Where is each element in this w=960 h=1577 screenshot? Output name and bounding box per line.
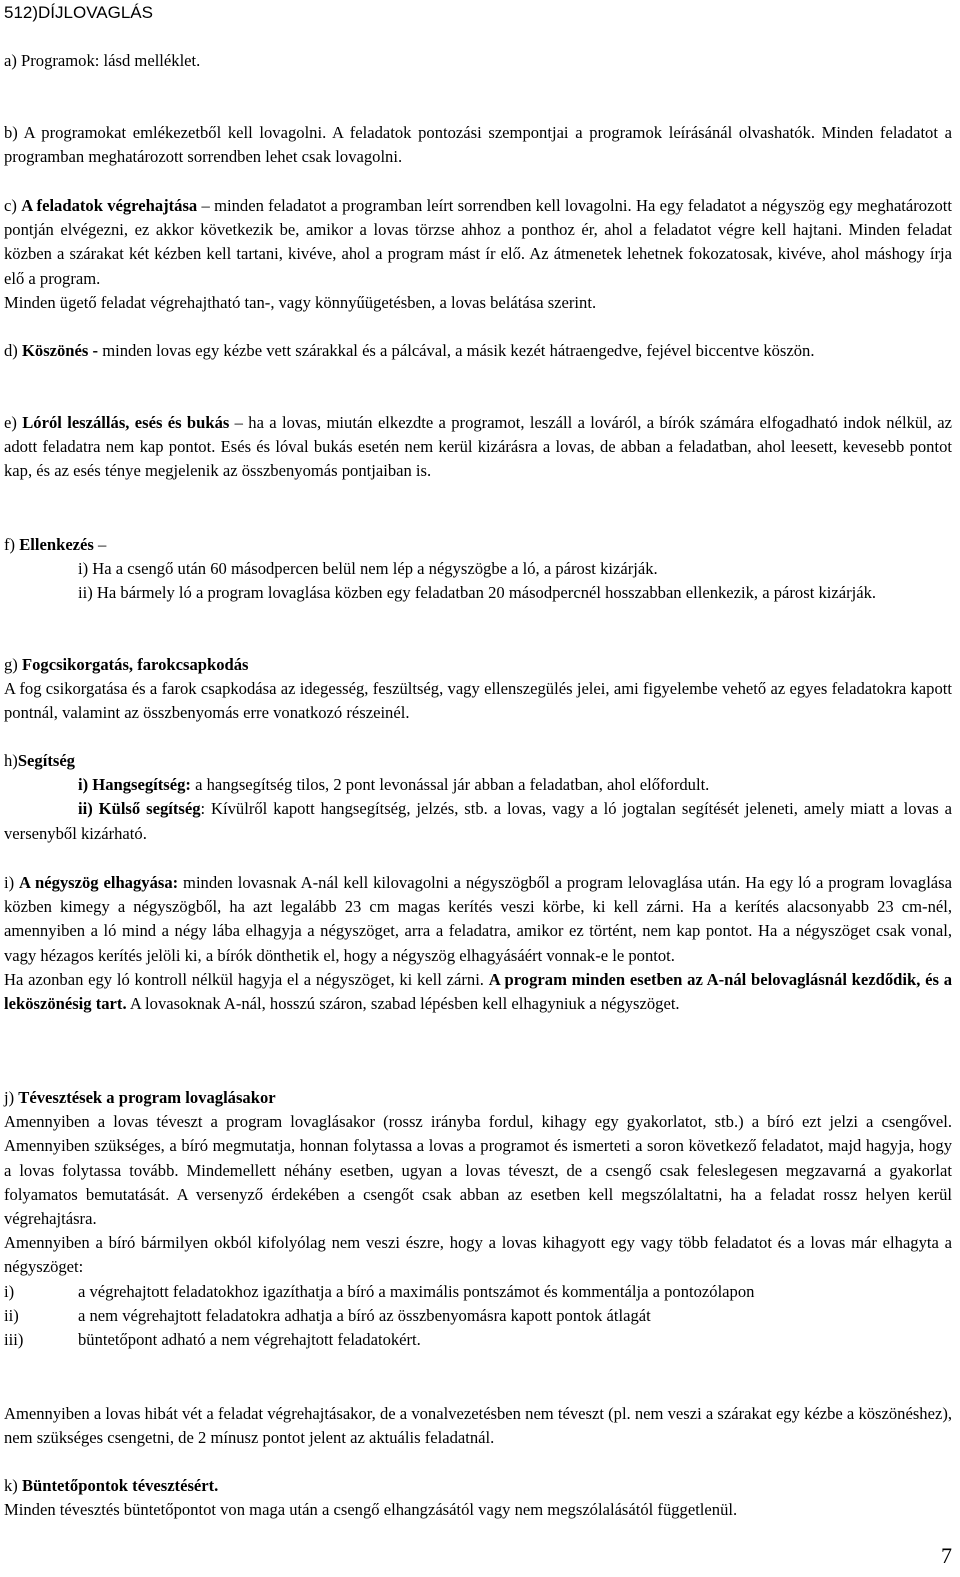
section-h-item-ii: ii) Külső segítség: Kívülről kapott hangsegítség, jelzés, stb. a lovas, vagy a ló jogtalan segítését jeleneti, amely miatt a lovas a versenyből kizárható. xyxy=(4,799,952,843)
section-c xyxy=(4,194,952,315)
section-g-text: A fog csikorgatása és a farok csapkodása az idegesség, feszültség, vagy ellenszegülés jelei, ami figyelembe vehető az egyes feladatokra kapott pontnál, valamint az összbenyomás erre vonatkozó részeinél. xyxy=(4,679,952,723)
section-h: h)Segítség i) Hangsegítség: a hangsegítség tilos, 2 pont levonással jár abban a feladatban, ahol előfordult. ii) Külső segítség: Kívülről kapott hangsegítség, jelzés, stb. a lovas, vagy a ló jogtalan segítését jeleneti, amely miatt a lovas a versenyből kizárható. xyxy=(4,749,952,846)
section-d-title: Köszönés - xyxy=(21,341,99,360)
section-h-item-i: i) Hangsegítség: a hangsegítség tilos, 2 pont levonással jár abban a feladatban, ahol előfordult. xyxy=(78,775,710,795)
section-a xyxy=(4,49,952,73)
section-h-title: Segítség xyxy=(17,751,75,770)
section-j-paragraph-1: Amennyiben a lovas téveszt a program lovaglásakor (rossz irányba fordul, kihagy egy gyakorlatot, stb.) a bíró ezt jelzi a csengővel. Amennyiben szükséges, a bíró megmutatja, honnan folytassa a lovas a programot és ismerteti a soron következő feladatot, majd hagyja, hogy a lovas folytassa tovább. Mindemellett néhány esetben, ugyan a lovas téveszt, de a csengő csak feleslegesen megzavarná a gyakorlat folyamatos bemutatását. A versenyző érdekében a csengőt csak abban az esetben kell megszólaltatni, ha a feladat rossz helyen kerül végrehajtásra. xyxy=(4,1112,952,1229)
section-c-line2: Minden ügető feladat végrehajtható tan-, vagy könnyűügetésben, a lovas belátása szerint. xyxy=(4,292,597,312)
section-heading: 512)DÍJLOVAGLÁS xyxy=(4,3,153,22)
section-j-paragraph-3: Amennyiben a lovas hibát vét a feladat végrehajtásakor, de a vonalvezetésben nem téveszt (pl. nem veszi a szárakat egy kézbe a köszönéshez), nem szükséges csengetni, de 2 mínusz pontot jelent az aktuális feladatnál. xyxy=(4,1404,952,1448)
section-k-title: Büntetőpontok tévesztésért. xyxy=(21,1476,219,1495)
section-i-paragraph-2: Ha azonban egy ló kontroll nélkül hagyja el a négyszöget, ki kell zárni. A program minden esetben az A-nál belovaglásnál kezdődik, és a leköszönésig tart. A lovasoknak A-nál, hosszú száron, szabad lépésben kell elhagyniuk a négyszöget. xyxy=(4,969,952,1014)
section-f-item-ii: ii) Ha bármely ló a program lovaglása közben egy feladatban 20 másodpercnél hosszabban ellenkezik, a párost kizárják. xyxy=(78,583,877,603)
section-k: k) Büntetőpontok tévesztésért. Minden tévesztés büntetőpontot von maga után a csengő elhangzásától vagy nem megszólalásától függetlenül. xyxy=(4,1474,952,1522)
section-c-paragraph: c) A feladatok végrehajtása – minden feladatot a programban leírt sorrendben kell lovagolni. Ha egy feladatot a négyszög egy meghatározott pontján elvégezni, ez akkor következik be, amikor a lovas törzse ahhoz a ponthoz ér, ahol a feladatot végre kell hajtani. Minden feladat közben a szárakat két kézben kell tartani, kivéve, ahol a program mást ír elő. Az átmenetek lehetnek fokozatosak, kivéve, ahol máshogy írja elő a program. xyxy=(4,196,952,288)
list-item: i) a végrehajtott feladatokhoz igazíthatja a bíró a maximális pontszámot és kommentálja a pontozólapon xyxy=(4,1281,755,1301)
section-j: j) Tévesztések a program lovaglásakor Amennyiben a lovas téveszt a program lovaglásakor (rossz irányba fordul, kihagy egy gyakorlatot, stb.) a bíró ezt jelzi a csengővel. Amennyiben szükséges, a bíró megmutatja, honnan folytassa a lovas a programot és ismerteti a soron következő feladatot, majd hagyja, hogy a lovas folytassa tovább. Mindemellett néhány esetben, ugyan a lovas téveszt, de a csengő csak feleslegesen megzavarná a gyakorlat folyamatos bemutatását. A versenyző érdekében a csengőt csak abban az esetben kell megszólaltatni, ha a feladat rossz helyen kerül végrehajtásra. Amennyiben a bíró bármilyen okból kifolyólag nem veszi észre, hogy a lovas kihagyott egy vagy több feladatot és a lovas már elhagyta a négyszöget: i) a végrehajtott feladatokhoz igazíthatja a bíró a maximális pontszámot és kommentálja a pontozólapon ii) a nem végrehajtott feladatokra adhatja a bíró az összbenyomásra kapott pontok átlagát iii) büntetőpont adható a nem végrehajtott feladatokért. xyxy=(4,1086,952,1352)
page-number: 7 xyxy=(941,1543,952,1568)
section-f: f) Ellenkezés – i) Ha a csengő után 60 másodpercen belül nem lép a négyszögbe a ló, a párost kizárják. ii) Ha bármely ló a program lovaglása közben egy feladatban 20 másodpercnél hosszabban ellenkezik, a párost kizárják. xyxy=(4,533,952,606)
section-i: i) A négyszög elhagyása: minden lovasnak A-nál kell kilovagolni a négyszögből a program lelovaglása után. Ha egy ló a program lovaglása közben kimegy a négyszögből, ha azt legalább 23 cm magas kerítés veszi körbe, ki kell zárni. Ha a kerítés alacsonyabb 23 cm-nél, amennyiben a ló mind a négy lába elhagyja a négyszöget, arra a feladatra, amikor ez történt, nem kap pontot. Ha a négyszöget csak vonal, vagy hézagos kerítés jelöli ki, a bírók dönthetik el, hogy a négyszög elhagyásáért vonnak-e le pontot. Ha azonban egy ló kontroll nélkül hagyja el a négyszöget, ki kell zárni. A program minden esetben az A-nál belovaglásnál kezdődik, és a leköszönésig tart. A lovasoknak A-nál, hosszú száron, szabad lépésben kell elhagyniuk a négyszöget. xyxy=(4,871,952,1016)
section-f-item-i: i) Ha a csengő után 60 másodpercen belül nem lép a négyszögbe a ló, a párost kizárják. xyxy=(78,559,658,579)
section-j-paragraph-2: Amennyiben a bíró bármilyen okból kifolyólag nem veszi észre, hogy a lovas kihagyott egy vagy több feladatot és a lovas már elhagyta a négyszöget: xyxy=(4,1233,952,1277)
section-f-title: Ellenkezés xyxy=(19,535,94,554)
section-a-text: a) Programok: lásd melléklet. xyxy=(4,51,201,70)
section-e-title: Lóról leszállás, esés és bukás xyxy=(22,413,230,432)
list-item: ii) a nem végrehajtott feladatokra adhatja a bíró az összbenyomásra kapott pontok átlagát xyxy=(4,1305,651,1325)
section-b xyxy=(4,121,952,169)
section-c-title: A feladatok végrehajtása xyxy=(21,196,198,215)
section-k-text: Minden tévesztés büntetőpontot von maga után a csengő elhangzásától vagy nem megszólalásától függetlenül. xyxy=(4,1500,738,1520)
section-g-title: Fogcsikorgatás, farokcsapkodás xyxy=(21,655,249,674)
section-g: g) Fogcsikorgatás, farokcsapkodás A fog csikorgatása és a farok csapkodása az idegesség, feszültség, vagy ellenszegülés jelei, ami figyelembe vehető az egyes feladatokra kapott pontnál, valamint az összbenyomás erre vonatkozó részeinél. xyxy=(4,653,952,726)
section-e: e) Lóról leszállás, esés és bukás – ha a lovas, miután elkezdte a programot, leszáll a lováról, a bírók számára elfogadható indok nélkül, az adott feladatra nem kap pontot. Esés és lóval bukás esetén nem kerül kizárásra a lovas, de abban a feladatban, ahol leesett, kevesebb pontot kap, és az esés ténye megjelenik az összbenyomás pontjaiban is. xyxy=(4,413,952,481)
section-b-text: b) A programokat emlékezetből kell lovagolni. A feladatok pontozási szempontjai a programok leírásánál olvashatók. Minden feladatot a programban meghatározott sorrendben lehet csak lovagolni. xyxy=(4,123,952,167)
section-d: d) Köszönés - minden lovas egy kézbe vett szárakkal és a pálcával, a másik kezét hátraengedve, fejével biccentve köszön. xyxy=(4,341,815,360)
list-item: iii) büntetőpont adható a nem végrehajtott feladatokért. xyxy=(4,1330,421,1350)
section-i-title: A négyszög elhagyása: xyxy=(19,873,179,892)
section-j-title: Tévesztések a program lovaglásakor xyxy=(18,1088,276,1107)
